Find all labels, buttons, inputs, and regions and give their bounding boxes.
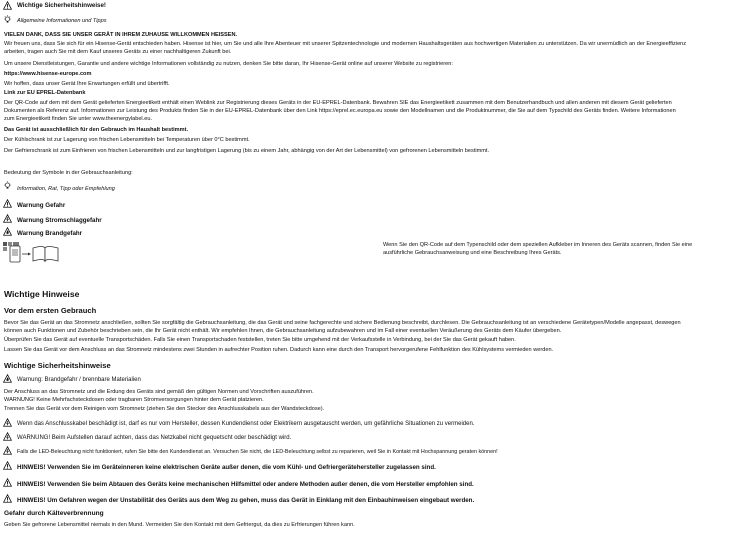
before-use-line3: Überprüfen Sie das Gerät auf eventuelle Transportschäden. Falls Sie einen Transportschaden feststellen, treten Sie bitte umgehend mit der Verkaufsstelle in Verbindung, bei der Sie das Gerät gekauft haben. (4, 337, 516, 343)
qr-note: Wenn Sie den QR-Code auf dem Typenschild oder dem speziellen Aufkleber im Inneren des Geräts scannen, finden Sie eine ausführliche Gebrauchsanweisung und eine Beschreibung Ihres Geräts. (383, 242, 693, 256)
safety-line3: Trennen Sie das Gerät vor dem Reinigen vom Stromnetz (ziehen Sie den Stecker des Anschlusskabels aus der Wandsteckdose). (4, 406, 325, 412)
safety-line1: Der Anschluss an das Stromnetz und die Erdung des Geräts sind gemäß den gültigen Normen und Vorschriften auszuführen. (4, 389, 314, 395)
warning-triangle-icon (3, 461, 12, 470)
warning-triangle-icon (3, 199, 12, 208)
lightbulb-icon (3, 15, 12, 24)
household-heading: Das Gerät ist ausschließlich für den Gebrauch im Haushalt bestimmt. (4, 127, 189, 133)
intro-p3: Wir hoffen, dass unser Gerät Ihre Erwartungen erfüllt und übertrifft. (4, 81, 170, 87)
eprel-heading: Link zur EU EPREL-Datenbank (4, 90, 86, 96)
symbols-intro: Bedeutung der Symbole in der Gebrauchsanleitung: (4, 170, 133, 176)
electric-warning-icon (3, 214, 12, 223)
eprel-line2: Dokumenten als Referenz auf. Informationen zur Leistung des Produkts finden Sie in der EU-EPREL-Datenbank über den Link https://eprel.ec.europa.eu sowie den Modellnamen und die Produktnummer, die Sie auf dem Typschild des Geräts finden. Weitere Informationen (4, 108, 676, 114)
symbol-warning-danger: Warnung Gefahr (17, 202, 66, 209)
electric-warning-icon (3, 418, 12, 427)
frostbite-heading: Gefahr durch Kälteverbrennung (4, 510, 104, 517)
safety-heading: Wichtige Sicherheitshinweise (4, 361, 111, 370)
important-heading: Wichtige Hinweise (4, 289, 80, 299)
warning-triangle-icon (3, 1, 12, 10)
warning-cable: Wenn das Anschlusskabel beschädigt ist, darf es nur vom Hersteller, dessen Kundendienst oder Elektrikern ausgetauscht werden, um gefährliche Situationen zu vermeiden. (17, 421, 475, 427)
safety-title: Wichtige Sicherheitshinweise! (17, 2, 106, 9)
note-stability: HINWEIS! Um Gefahren wegen der Unstabilität des Geräts aus dem Weg zu gehen, muss das Gerät in Einklang mit den Einbauhinweisen eingebaut werden. (17, 497, 475, 504)
frostbite-line: Geben Sie gefrorene Lebensmittel niemals in den Mund. Vermeiden Sie den Kontakt mit dem Gefriergut, da dies zu Erfrierungen führen kann. (4, 522, 355, 528)
before-use-heading: Vor dem ersten Gebrauch (4, 306, 97, 315)
lightbulb-icon (3, 181, 12, 190)
general-info: Allgemeine Informationen und Tipps (17, 18, 107, 24)
fire-warning-icon (3, 227, 12, 236)
before-use-line2: können auch Funktionen und Zubehör beschrieben sein, die Ihr Gerät nicht enthält. Wir empfehlen Ihnen, die Gebrauchsanleitung aufzubewahren und im Fall einer eventuellen Veräußerung des Geräts dem Käufer übergeben. (4, 328, 562, 334)
eprel-line3: zum Energieetikett finden Sie unter www.theenergylabel.eu. (4, 116, 153, 122)
intro-p1-line1: Wir freuen uns, dass Sie sich für ein Hisense-Gerät entschieden haben. Hisense ist hier, um Sie und alle Ihre Abenteuer mit unserer Spitzentechnologie und modernen Haushaltsgeräten aus hochwertigen Materialien zu unterstützen. Da wir unermüdlich an der Energieeffizienz (4, 41, 687, 47)
intro-p1-line2: arbeiten, tragen auch Sie mit dem Kauf unseres Geräts zu einer nachhaltigeren Zukunft bei. (4, 49, 232, 55)
household-line1: Der Kühlschrank ist zur Lagerung von frischen Lebensmitteln bei Temperaturen über 0°C bestimmt. (4, 137, 250, 143)
safety-line2: WARNUNG! Keine Mehrfachsteckdosen oder tragbaren Stromversorgungen hinter dem Gerät platzieren. (4, 397, 264, 403)
intro-p2: Um unsere Dienstleistungen, Garantie und andere wichtige Informationen vollständig zu nutzen, denken Sie bitte daran, Ihr Hisense-Gerät online auf unserer Website zu registrieren: (4, 61, 453, 67)
symbol-info-label: Information, Rat, Tipp oder Empfehlung (17, 186, 115, 192)
symbol-warning-fire: Warnung Brandgefahr (17, 230, 83, 237)
symbol-warning-electric: Warnung Stromschlaggefahr (17, 217, 102, 224)
note-defrost: HINWEIS! Verwenden Sie beim Abtauen des Geräts keine mechanischen Hilfsmittel oder andere Methoden außer denen, die vom Hersteller empfohlen sind. (17, 481, 474, 488)
note-electrical: HINWEIS! Verwenden Sie im Geräteinneren keine elektrischen Geräte außer denen, die vom Kühl- und Gefriergerätehersteller zugelassen sind. (17, 464, 436, 471)
fire-materials-warning: Warnung: Brandgefahr / brennbare Materialien (17, 377, 141, 383)
warning-power-cord: WARNUNG! Beim Aufstellen darauf achten, dass das Netzkabel nicht gequetscht oder beschädigt wird. (17, 435, 292, 441)
website-link[interactable]: https://www.hisense-europe.com (4, 71, 92, 77)
electric-warning-icon (3, 446, 12, 455)
warning-triangle-icon (3, 478, 12, 487)
welcome-heading: VIELEN DANK, DASS SIE UNSER GERÄT IN IHREM ZUHAUSE WILLKOMMEN HEISSEN. (4, 32, 238, 38)
warning-triangle-icon (3, 494, 12, 503)
eprel-line1: Der QR-Code auf dem mit dem Gerät gelieferten Energieetikett enthält einen Weblink zur Registrierung dieses Geräts in der EU-EPREL-Datenbank. Bewahren SIE das Energieetikett zusammen mit dem Benutzerhandbuch und allen anderen mit diesem Gerät gelieferten (4, 100, 672, 106)
electric-warning-icon (3, 432, 12, 441)
before-use-line4: Lassen Sie das Gerät vor dem Anschluss an das Stromnetz mindestens zwei Stunden in aufrechter Position ruhen. Dadurch kann eine durch den Transport hervorgerufene Fehlfunktion des Kühlsystems vermieden werden. (4, 347, 554, 353)
warning-led: Falls die LED-Beleuchtung nicht funktioniert, rufen Sie bitte den Kundendienst an. Versuchen Sie nicht, die LED-Beleuchtung selbst zu reparieren, weil Sie in Kontakt mit Hochspannung geraten können! (17, 449, 498, 455)
household-line2: Der Gefrierschrank ist zum Einfrieren von frischen Lebensmitteln und zur langfristigen Lagerung (bis zu einem Jahr, abhängig von der Art der Lebensmittel) von gefrorenen Lebensmitteln bestimmt. (4, 148, 490, 154)
fire-warning-icon (3, 374, 12, 383)
before-use-line1: Bevor Sie das Gerät an das Stromnetz anschließen, sollten Sie sorgfältig die Gebrauchsanleitung, die das Gerät und seine fachgerechte und sichere Bedienung beschreibt, durchlesen. Die Gebrauchsanleitung ist an verschiedene Gerätetypen/Modelle angepasst, deswegen (4, 320, 681, 326)
qr-manual-illustration (3, 242, 59, 263)
